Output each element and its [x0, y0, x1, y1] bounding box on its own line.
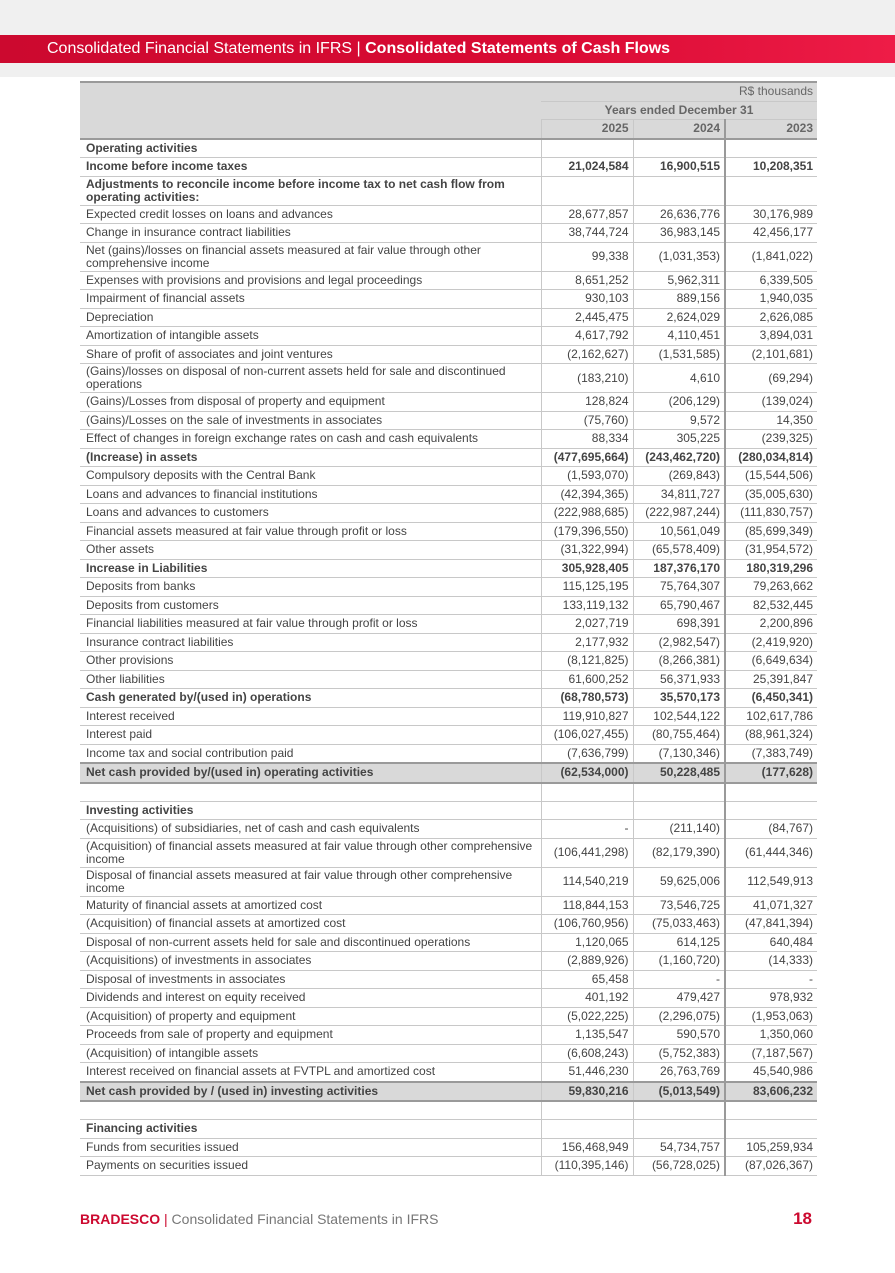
value-2023: (84,767) [725, 820, 817, 839]
value-2024: 26,763,769 [633, 1063, 725, 1082]
value-2023: (1,841,022) [725, 242, 817, 271]
value-2023: 180,319,296 [725, 559, 817, 578]
value-2023: 45,540,986 [725, 1063, 817, 1082]
value-2025: 115,125,195 [541, 578, 633, 597]
table-row [80, 915, 817, 934]
value-2023: (2,101,681) [725, 345, 817, 364]
value-2023 [725, 783, 817, 802]
value-2024: (211,140) [633, 820, 725, 839]
value-2025: (5,022,225) [541, 1007, 633, 1026]
value-2023: 14,350 [725, 411, 817, 430]
table-row [80, 615, 817, 634]
value-2023: 25,391,847 [725, 670, 817, 689]
value-2025: - [541, 820, 633, 839]
row-label: Net cash provided by/(used in) operating activities [80, 763, 541, 783]
row-label: Investing activities [80, 801, 541, 820]
value-2023: (14,333) [725, 952, 817, 971]
value-2023: (35,005,630) [725, 485, 817, 504]
value-2024: (5,013,549) [633, 1082, 725, 1102]
total-row [80, 763, 817, 783]
value-2024: 305,225 [633, 430, 725, 449]
value-2025: (477,695,664) [541, 448, 633, 467]
value-2023: 102,617,786 [725, 707, 817, 726]
row-label: Payments on securities issued [80, 1157, 541, 1176]
row-label: Loans and advances to customers [80, 504, 541, 523]
value-2023: 6,339,505 [725, 271, 817, 290]
value-2023: (177,628) [725, 763, 817, 783]
value-2024: 102,544,122 [633, 707, 725, 726]
row-label: Deposits from customers [80, 596, 541, 615]
table-row [80, 139, 817, 158]
row-label: Cash generated by/(used in) operations [80, 689, 541, 708]
value-2025: (62,534,000) [541, 763, 633, 783]
value-2024: (56,728,025) [633, 1157, 725, 1176]
value-2024: (8,266,381) [633, 652, 725, 671]
table-row [80, 176, 817, 205]
value-2023: 112,549,913 [725, 867, 817, 896]
value-2025: 4,617,792 [541, 327, 633, 346]
value-2024: 889,156 [633, 290, 725, 309]
header-prefix: Consolidated Financial Statements in IFRS [47, 40, 353, 57]
value-2024: 9,572 [633, 411, 725, 430]
row-label: (Acquisitions) of subsidiaries, net of cash and cash equivalents [80, 820, 541, 839]
value-2025: (2,162,627) [541, 345, 633, 364]
value-2025: 401,192 [541, 989, 633, 1008]
year-2024: 2024 [633, 120, 725, 139]
value-2023: 1,940,035 [725, 290, 817, 309]
value-2024: (1,531,585) [633, 345, 725, 364]
header-separator: | [356, 40, 361, 57]
header-title: Consolidated Statements of Cash Flows [365, 40, 671, 57]
value-2024: 698,391 [633, 615, 725, 634]
value-2024 [633, 176, 725, 205]
value-2025: (110,395,146) [541, 1157, 633, 1176]
row-label: Depreciation [80, 308, 541, 327]
value-2023: 2,626,085 [725, 308, 817, 327]
value-2023: 105,259,934 [725, 1138, 817, 1157]
row-label: Income tax and social contribution paid [80, 744, 541, 763]
value-2025: (7,636,799) [541, 744, 633, 763]
value-2025: 118,844,153 [541, 896, 633, 915]
period-label: Years ended December 31 [541, 101, 817, 120]
value-2025 [541, 139, 633, 158]
value-2025: 2,027,719 [541, 615, 633, 634]
value-2025: (106,027,455) [541, 726, 633, 745]
value-2024: 479,427 [633, 989, 725, 1008]
value-2024: (243,462,720) [633, 448, 725, 467]
row-label: Proceeds from sale of property and equipment [80, 1026, 541, 1045]
row-label: Dividends and interest on equity received [80, 989, 541, 1008]
table-row [80, 896, 817, 915]
value-2023 [725, 1120, 817, 1139]
row-label: Amortization of intangible assets [80, 327, 541, 346]
footer-text: Consolidated Financial Statements in IFRS [171, 1211, 439, 1227]
value-2025: 305,928,405 [541, 559, 633, 578]
value-2023: 42,456,177 [725, 224, 817, 243]
row-label: Disposal of investments in associates [80, 970, 541, 989]
value-2023: 1,350,060 [725, 1026, 817, 1045]
value-2023 [725, 139, 817, 158]
value-2023: 79,263,662 [725, 578, 817, 597]
top-margin [0, 0, 895, 35]
value-2025: 133,119,132 [541, 596, 633, 615]
table-row [80, 467, 817, 486]
value-2024: 2,624,029 [633, 308, 725, 327]
row-label: (Acquisitions) of investments in associates [80, 952, 541, 971]
value-2023 [725, 1101, 817, 1120]
row-label: (Acquisition) of financial assets measured at fair value through other comprehensive income [80, 838, 541, 867]
page-header-bar [0, 35, 895, 63]
value-2024: 75,764,307 [633, 578, 725, 597]
value-2024 [633, 1101, 725, 1120]
row-label: Financial assets measured at fair value through profit or loss [80, 522, 541, 541]
value-2023: (69,294) [725, 364, 817, 393]
row-label: Share of profit of associates and joint ventures [80, 345, 541, 364]
footer-separator: | [164, 1211, 168, 1227]
row-label: Increase in Liabilities [80, 559, 541, 578]
row-label [80, 783, 541, 802]
value-2025: 1,135,547 [541, 1026, 633, 1045]
row-label: Disposal of non-current assets held for sale and discontinued operations [80, 933, 541, 952]
table-row [80, 744, 817, 763]
row-label: (Acquisition) of property and equipment [80, 1007, 541, 1026]
table-row [80, 596, 817, 615]
value-2024: 50,228,485 [633, 763, 725, 783]
row-label: Expenses with provisions and provisions and legal proceedings [80, 271, 541, 290]
row-label: (Gains)/losses on disposal of non-current assets held for sale and discontinued operations [80, 364, 541, 393]
value-2024: 73,546,725 [633, 896, 725, 915]
value-2023: (139,024) [725, 393, 817, 412]
row-label: Expected credit losses on loans and advances [80, 205, 541, 224]
units-row [80, 82, 817, 101]
page-number: 18 [793, 1209, 812, 1228]
value-2024: 10,561,049 [633, 522, 725, 541]
value-2024: (7,130,346) [633, 744, 725, 763]
value-2023: 83,606,232 [725, 1082, 817, 1102]
header-underbar [0, 63, 895, 77]
value-2023 [725, 176, 817, 205]
table-row [80, 578, 817, 597]
value-2024 [633, 139, 725, 158]
value-2024: (222,987,244) [633, 504, 725, 523]
row-label: (Increase) in assets [80, 448, 541, 467]
table-row [80, 689, 817, 708]
value-2025: 119,910,827 [541, 707, 633, 726]
table-row [80, 430, 817, 449]
table-row [80, 1063, 817, 1082]
value-2024: (5,752,383) [633, 1044, 725, 1063]
value-2024: (1,031,353) [633, 242, 725, 271]
value-2025: (2,889,926) [541, 952, 633, 971]
value-2023: 82,532,445 [725, 596, 817, 615]
row-label: Operating activities [80, 139, 541, 158]
row-label: Change in insurance contract liabilities [80, 224, 541, 243]
table-row [80, 364, 817, 393]
value-2024 [633, 801, 725, 820]
value-2023: (6,649,634) [725, 652, 817, 671]
value-2023: 2,200,896 [725, 615, 817, 634]
value-2024 [633, 1120, 725, 1139]
value-2024: (80,755,464) [633, 726, 725, 745]
header-label-cell [80, 82, 541, 139]
table-row [80, 633, 817, 652]
value-2023: (31,954,572) [725, 541, 817, 560]
value-2025: (8,121,825) [541, 652, 633, 671]
row-label: Funds from securities issued [80, 1138, 541, 1157]
value-2025: (183,210) [541, 364, 633, 393]
table-row [80, 559, 817, 578]
value-2025: 156,468,949 [541, 1138, 633, 1157]
footer-brand: BRADESCO [80, 1211, 161, 1227]
row-label: Loans and advances to financial institutions [80, 485, 541, 504]
value-2023: (2,419,920) [725, 633, 817, 652]
row-label: Other provisions [80, 652, 541, 671]
table-row [80, 308, 817, 327]
value-2024: (2,296,075) [633, 1007, 725, 1026]
value-2025: 21,024,584 [541, 158, 633, 177]
table-row [80, 485, 817, 504]
table-row [80, 970, 817, 989]
value-2024: 36,983,145 [633, 224, 725, 243]
row-label: (Gains)/Losses on the sale of investments in associates [80, 411, 541, 430]
value-2025: 88,334 [541, 430, 633, 449]
row-label: Interest received [80, 707, 541, 726]
value-2025: 99,338 [541, 242, 633, 271]
value-2023: 41,071,327 [725, 896, 817, 915]
value-2024: 614,125 [633, 933, 725, 952]
year-2023: 2023 [725, 120, 817, 139]
year-2025: 2025 [541, 120, 633, 139]
value-2024: 56,371,933 [633, 670, 725, 689]
value-2025: (42,394,365) [541, 485, 633, 504]
table-row [80, 504, 817, 523]
value-2023: (61,444,346) [725, 838, 817, 867]
row-label: Income before income taxes [80, 158, 541, 177]
value-2025: (106,760,956) [541, 915, 633, 934]
spacer-row [80, 783, 817, 802]
value-2023: 30,176,989 [725, 205, 817, 224]
value-2025 [541, 176, 633, 205]
table-row [80, 242, 817, 271]
row-label: Other liabilities [80, 670, 541, 689]
value-2025 [541, 1120, 633, 1139]
row-label: Financial liabilities measured at fair value through profit or loss [80, 615, 541, 634]
value-2024: (206,129) [633, 393, 725, 412]
value-2024: (75,033,463) [633, 915, 725, 934]
table-row [80, 726, 817, 745]
value-2025: (31,322,994) [541, 541, 633, 560]
value-2023: (85,699,349) [725, 522, 817, 541]
value-2024: 4,110,451 [633, 327, 725, 346]
value-2025: (68,780,573) [541, 689, 633, 708]
row-label: Adjustments to reconcile income before income tax to net cash flow from operating activities: [80, 176, 541, 205]
table-row [80, 1026, 817, 1045]
value-2024: 54,734,757 [633, 1138, 725, 1157]
table-row [80, 1138, 817, 1157]
table-row [80, 1120, 817, 1139]
table-row [80, 1044, 817, 1063]
row-label: Net (gains)/losses on financial assets measured at fair value through other comprehensive income [80, 242, 541, 271]
value-2024: (65,578,409) [633, 541, 725, 560]
value-2025 [541, 1101, 633, 1120]
units-label: R$ thousands [541, 82, 817, 101]
table-row [80, 670, 817, 689]
row-label: (Gains)/Losses from disposal of property and equipment [80, 393, 541, 412]
value-2024: (2,982,547) [633, 633, 725, 652]
value-2025: (6,608,243) [541, 1044, 633, 1063]
table-row [80, 801, 817, 820]
table-row [80, 952, 817, 971]
value-2025: (1,593,070) [541, 467, 633, 486]
value-2025: 8,651,252 [541, 271, 633, 290]
value-2023: 978,932 [725, 989, 817, 1008]
value-2024 [633, 783, 725, 802]
value-2025 [541, 801, 633, 820]
value-2023 [725, 801, 817, 820]
row-label: Compulsory deposits with the Central Bank [80, 467, 541, 486]
value-2025: 930,103 [541, 290, 633, 309]
value-2025: (179,396,550) [541, 522, 633, 541]
value-2025: 59,830,216 [541, 1082, 633, 1102]
table-row [80, 327, 817, 346]
value-2025: (222,988,685) [541, 504, 633, 523]
table-row [80, 205, 817, 224]
cash-flow-table [80, 81, 817, 1176]
table-row [80, 271, 817, 290]
value-2025: 38,744,724 [541, 224, 633, 243]
value-2024: 16,900,515 [633, 158, 725, 177]
value-2023: (111,830,757) [725, 504, 817, 523]
value-2024: 26,636,776 [633, 205, 725, 224]
row-label: Deposits from banks [80, 578, 541, 597]
value-2025: 114,540,219 [541, 867, 633, 896]
value-2023: 640,484 [725, 933, 817, 952]
value-2024: (269,843) [633, 467, 725, 486]
row-label: Insurance contract liabilities [80, 633, 541, 652]
table-row [80, 820, 817, 839]
value-2025: 51,446,230 [541, 1063, 633, 1082]
value-2023: (280,034,814) [725, 448, 817, 467]
value-2023: - [725, 970, 817, 989]
value-2023: (7,187,567) [725, 1044, 817, 1063]
row-label: Maturity of financial assets at amortized cost [80, 896, 541, 915]
value-2025: 128,824 [541, 393, 633, 412]
table-row [80, 224, 817, 243]
table-row [80, 290, 817, 309]
value-2024: 590,570 [633, 1026, 725, 1045]
table-row [80, 522, 817, 541]
table-row [80, 933, 817, 952]
total-row [80, 1082, 817, 1102]
value-2025: 65,458 [541, 970, 633, 989]
table-row [80, 989, 817, 1008]
table-row [80, 1007, 817, 1026]
value-2023: (1,953,063) [725, 1007, 817, 1026]
value-2024: 35,570,173 [633, 689, 725, 708]
table-row [80, 1157, 817, 1176]
value-2023: (6,450,341) [725, 689, 817, 708]
row-label: (Acquisition) of intangible assets [80, 1044, 541, 1063]
value-2024: 4,610 [633, 364, 725, 393]
value-2024: 5,962,311 [633, 271, 725, 290]
value-2023: 3,894,031 [725, 327, 817, 346]
row-label: Net cash provided by / (used in) investing activities [80, 1082, 541, 1102]
table-row [80, 448, 817, 467]
table-row [80, 707, 817, 726]
value-2024: 34,811,727 [633, 485, 725, 504]
row-label [80, 1101, 541, 1120]
row-label: Impairment of financial assets [80, 290, 541, 309]
row-label: Financing activities [80, 1120, 541, 1139]
value-2025: 28,677,857 [541, 205, 633, 224]
value-2024: (82,179,390) [633, 838, 725, 867]
page-footer [80, 1211, 438, 1227]
row-label: Effect of changes in foreign exchange rates on cash and cash equivalents [80, 430, 541, 449]
table-row [80, 541, 817, 560]
value-2023: (87,026,367) [725, 1157, 817, 1176]
row-label: Interest received on financial assets at FVTPL and amortized cost [80, 1063, 541, 1082]
table-row [80, 393, 817, 412]
table-row [80, 652, 817, 671]
value-2023: 10,208,351 [725, 158, 817, 177]
value-2024: 59,625,006 [633, 867, 725, 896]
row-label: (Acquisition) of financial assets at amortized cost [80, 915, 541, 934]
value-2025: 2,445,475 [541, 308, 633, 327]
value-2025: (75,760) [541, 411, 633, 430]
table-row [80, 158, 817, 177]
value-2023: (7,383,749) [725, 744, 817, 763]
row-label: Interest paid [80, 726, 541, 745]
value-2025 [541, 783, 633, 802]
value-2023: (47,841,394) [725, 915, 817, 934]
value-2023: (239,325) [725, 430, 817, 449]
value-2023: (15,544,506) [725, 467, 817, 486]
table-row [80, 838, 817, 867]
value-2024: 65,790,467 [633, 596, 725, 615]
value-2025: 61,600,252 [541, 670, 633, 689]
value-2025: (106,441,298) [541, 838, 633, 867]
table-row [80, 345, 817, 364]
value-2024: 187,376,170 [633, 559, 725, 578]
value-2025: 2,177,932 [541, 633, 633, 652]
value-2025: 1,120,065 [541, 933, 633, 952]
table-row [80, 411, 817, 430]
row-label: Other assets [80, 541, 541, 560]
spacer-row [80, 1101, 817, 1120]
value-2024: (1,160,720) [633, 952, 725, 971]
row-label: Disposal of financial assets measured at fair value through other comprehensive income [80, 867, 541, 896]
value-2024: - [633, 970, 725, 989]
table-row [80, 867, 817, 896]
value-2023: (88,961,324) [725, 726, 817, 745]
